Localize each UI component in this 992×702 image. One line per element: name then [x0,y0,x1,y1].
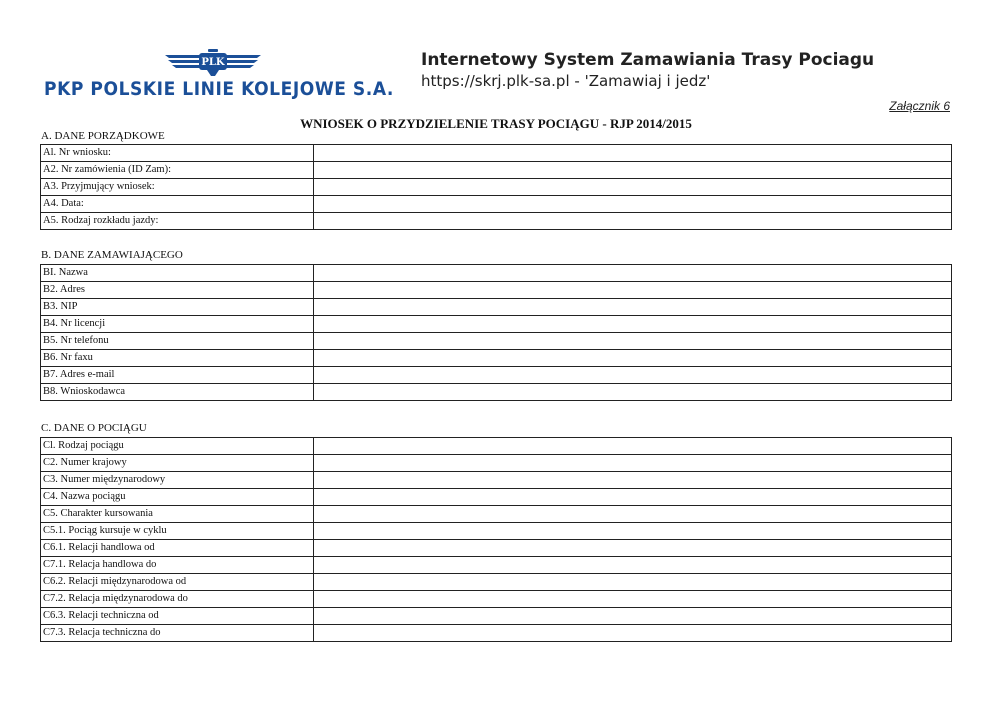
field-value[interactable] [314,540,952,557]
form-row [41,384,952,401]
field-value[interactable] [314,316,952,333]
field-value[interactable] [314,282,952,299]
field-value[interactable] [314,350,952,367]
field-label: B7. Adres e-mail [41,367,314,384]
form-row [41,489,952,506]
field-value[interactable] [314,333,952,350]
field-label: C7.3. Relacja techniczna do [41,625,314,642]
field-value[interactable] [314,438,952,455]
form-row [41,350,952,367]
field-label: A2. Nr zamówienia (ID Zam): [41,162,314,179]
field-label: C5. Charakter kursowania [41,506,314,523]
section-b-table [40,264,952,401]
field-label: Cl. Rodzaj pociągu [41,438,314,455]
field-label: C6.1. Relacji handlowa od [41,540,314,557]
plk-logo-emblem [163,49,263,77]
system-title: Internetowy System Zamawiania Trasy Pociagu [421,50,875,70]
form-title: WNIOSEK O PRZYDZIELENIE TRASY POCIĄGU - RJP 2014/2015 [300,116,692,131]
field-label: B3. NIP [41,299,314,316]
field-value[interactable] [314,472,952,489]
field-label: C7.1. Relacja handlowa do [41,557,314,574]
field-label: B5. Nr telefonu [41,333,314,350]
field-label: C6.2. Relacji międzynarodowa od [41,574,314,591]
form-row [41,333,952,350]
form-row [41,540,952,557]
section-c-table [40,437,952,642]
field-value[interactable] [314,523,952,540]
form-row [41,472,952,489]
form-row [41,506,952,523]
field-value[interactable] [314,179,952,196]
field-value[interactable] [314,574,952,591]
field-label: B6. Nr faxu [41,350,314,367]
field-label: C4. Nazwa pociągu [41,489,314,506]
field-value[interactable] [314,506,952,523]
field-value[interactable] [314,489,952,506]
field-value[interactable] [314,265,952,282]
form-row [41,367,952,384]
form-row [41,455,952,472]
field-label: A4. Data: [41,196,314,213]
field-label: C2. Numer krajowy [41,455,314,472]
form-row [41,557,952,574]
field-label: C7.2. Relacja międzynarodowa do [41,591,314,608]
field-value[interactable] [314,196,952,213]
form-row [41,213,952,230]
form-row [41,591,952,608]
field-label: Al. Nr wniosku: [41,145,314,162]
form-row [41,608,952,625]
field-value[interactable] [314,299,952,316]
form-row [41,299,952,316]
section-a-table [40,144,952,230]
form-row [41,282,952,299]
field-label: C3. Numer międzynarodowy [41,472,314,489]
section-c-heading: C. DANE O POCIĄGU [41,422,147,434]
field-value[interactable] [314,145,952,162]
field-value[interactable] [314,213,952,230]
form-row [41,574,952,591]
company-name: PKP POLSKIE LINIE KOLEJOWE S.A. [44,78,394,100]
form-row [41,179,952,196]
field-label: C6.3. Relacji techniczna od [41,608,314,625]
emblem-text: PLK [201,57,225,68]
field-value[interactable] [314,162,952,179]
form-row [41,523,952,540]
form-row [41,265,952,282]
field-value[interactable] [314,455,952,472]
form-row [41,316,952,333]
field-label: BI. Nazwa [41,265,314,282]
form-row [41,145,952,162]
field-value[interactable] [314,557,952,574]
field-label: B8. Wnioskodawca [41,384,314,401]
form-row [41,625,952,642]
section-a-heading: A. DANE PORZĄDKOWE [41,130,165,142]
attachment-label: Załącznik 6 [889,99,950,113]
form-row [41,438,952,455]
form-row [41,162,952,179]
field-label: B4. Nr licencji [41,316,314,333]
field-value[interactable] [314,367,952,384]
field-label: A3. Przyjmujący wniosek: [41,179,314,196]
system-url: https://skrj.plk-sa.pl - 'Zamawiaj i jedz' [421,72,711,90]
section-b-heading: B. DANE ZAMAWIAJĄCEGO [41,249,183,261]
field-label: A5. Rodzaj rozkładu jazdy: [41,213,314,230]
field-value[interactable] [314,608,952,625]
field-value[interactable] [314,591,952,608]
field-value[interactable] [314,384,952,401]
field-label: C5.1. Pociąg kursuje w cyklu [41,523,314,540]
field-value[interactable] [314,625,952,642]
form-row [41,196,952,213]
field-label: B2. Adres [41,282,314,299]
